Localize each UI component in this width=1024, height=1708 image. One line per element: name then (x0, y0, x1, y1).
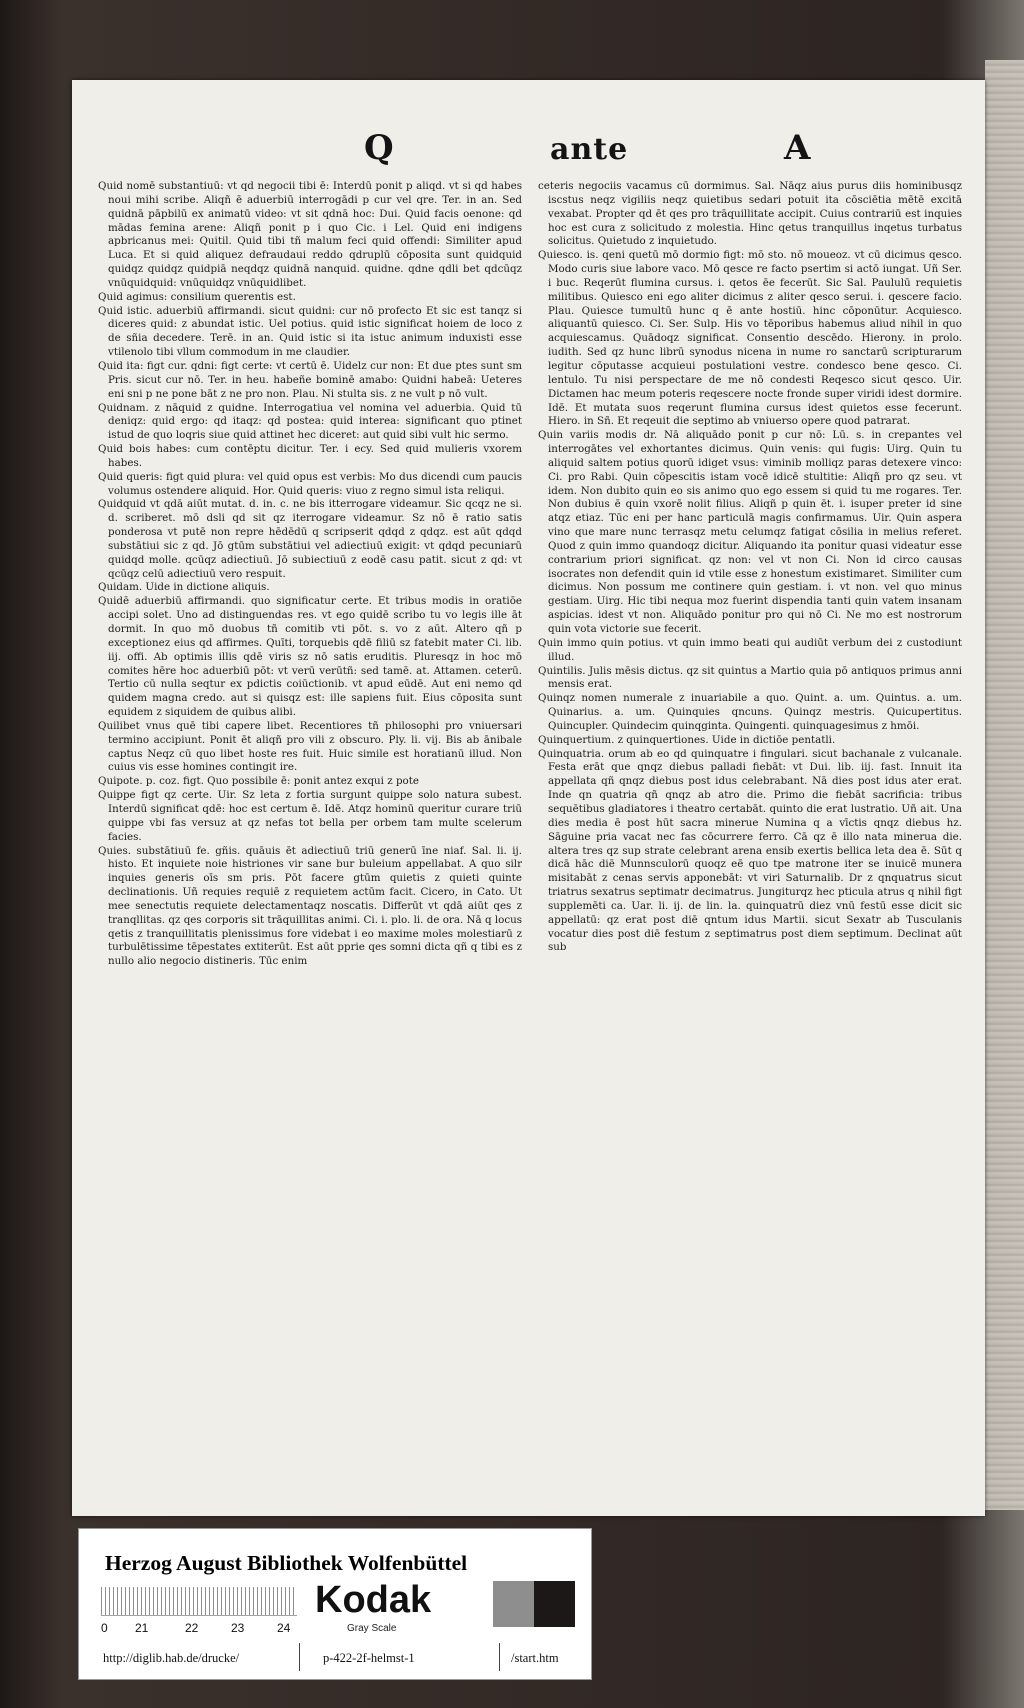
book-page-edges (985, 60, 1024, 1510)
entry-paragraph: Quid nomē substantiuū: vt qd negocii tibi ē: Interdū ponit p aliqd. vt si qd habes noui mihi scribe. Aliqñ ē aduerbiū interrogādi p cur vel qre. Ter. in an. Sed quidnā pāpbilū ex animatū video: vt sit qdnā hoc: Dui. Quid facis oenone: qd mādas femina arene: Aliqñ ponit p i quo Cic. i Lel. Quid eni indigens apbricanus mei: Quitil. Quid tibi tñ malum feci quid offendi: Similiter apud Luca. Et si quid aliquez defraudaui reddo qdruplū cōposita sunt quidquid quidqz quidqz quidpiā neqdqz quidnā nanquid. quidne. qdne qdli bet qdcūqz vnūquidquid: vnūquidqz vnūquidlibet. (98, 180, 522, 289)
entry-paragraph: Quidquid vt qdā aiūt mutat. d. in. c. ne bis itterrogare videamur. Sic qcqz ne si. d. scriberet. mō dsli qd sit qz iterrogare videamur. Sz nō ē ratio satis ponderosa vt putē non repre hēdēdū q scripserit qdqd z qdqz. est aūt qdqd substātiui sic z qd. Jō gtūm substātiui vel adiectiuū exigit: vt qdqd pecuniarū quidqd molle. qcūqz adiectiuū. Jō subiectiuū z eodē casu patit. sicut z qd: vt qcūqz celū adiectiuū vero respuit. (98, 498, 522, 580)
ruler-number: 23 (231, 1621, 245, 1635)
entry-paragraph: Quid agimus: consilium querentis est. (98, 290, 296, 303)
running-head-left-letter: Q (364, 128, 394, 168)
running-head (72, 128, 985, 176)
scale-ruler (101, 1587, 297, 1616)
url-start-page: /start.htm (511, 1651, 559, 1665)
entry-paragraph: Quid istic. aduerbiū affirmandi. sicut quidni: cur nō profecto Et sic est tanqz si diceres quid: z abundat istic. Uel potius. quid istic significat hoiem de loco z de sñia decedere. Terē. in an. Quid istic si ita istuc animum induxisti esse vtilenolo tibi vllum commodum in me claudier. (98, 304, 522, 359)
url-shelfmark: p-422-2f-helmst-1 (323, 1651, 415, 1665)
black-swatch (534, 1581, 575, 1627)
ruler-number: 21 (135, 1621, 149, 1635)
entry-paragraph: Quin variis modis dr. Nā aliquādo ponit p cur nō: Lū. s. in crepantes vel interrogātes vel exhortantes dicimus. Quin venis: qui fugis: Uirg. Quin tu aliquid saltem potius quorū idiget vsus: viminib molliqz paras detexere vinco: Ci. pro Rabi. Quin cōpescitis istam vocē idicē stultitie: Aliqñ pro qz seu. vt idem. Non dubito quin eo sis animo quo ego essem si quid tu me rogares. Ter. Non dubius ē quin vxorē nolit filius. Aliqñ p quin ēt. i. isuper preter id sine atqz etiaz. Tūc eni per hanc particulā magis confirmamus. Uir. Quin aspera vino que mare nunc terrasqz metu celumqz fatigat cōsilia in melius referet. Quod z quin immo quandoqz dicitur. Aliquando ita ponitur quasi videatur esse contrarium priori significat. qz non: vel vt non Ci. Non id circo causas isocrates non defendit quin id vtile esse z honestum existimaret. Similiter cum dicimus. Non possum me continere quin gestiam. i. vt non. vel quo minus gestiam. Uirg. Hic tibi nequa moz fuerint dispendia tanti quin vatem insanam aspicias. idest vt non. Aliquādo ponitur pro qui nō Ci. Ne mo est nostrorum quin vota victorie sue fecerit. (538, 429, 962, 635)
ruler-number: 22 (185, 1621, 199, 1635)
entry-paragraph: Quid bois habes: cum contēptu dicitur. Ter. i ecy. Sed quid mulieris vxorem habes. (98, 443, 522, 469)
entry-paragraph: Quid queris: figt quid plura: vel quid opus est verbis: Mo dus dicendi cum paucis volumus ostendere aliquid. Hor. Quid queris: viuo z regno simul ista reliqui. (98, 470, 522, 497)
separator (499, 1643, 500, 1671)
ruler-number: 0 (101, 1621, 108, 1635)
entry-paragraph: Quies. substātiuū fe. gñis. quāuis ēt adiectiuū triū generū īne niaf. Sal. li. ij. histo. Et inquiete noie histriones vir sane bur buleium appellabat. A quo silr inquies generis oīs sm pris. Pōt facere gtūm quietis z quieti quinte declinationis. Uñ requies requiē z requietem actūm facit. Cicero, in Cato. Ut mee senectutis requiete delectamentaqz noscatis. Differūt vt qdā aiūt qes z tranqllitas. qz qes corporis sit trāquillitas animi. Ci. i. plo. li. de ora. Nā q locus qetis z tranquillitatis plenissimus fore videbat i eo maxime moles molestiarū z turbulētissime tēpestates extiterūt. Est aūt pprie qes somni dicta qñ q tibi es z nullo alio negocio distineris. Tūc enim (98, 844, 522, 968)
entry-paragraph: Quidnam. z nāquid z quidne. Interrogatiua vel nomina vel aduerbia. Quid tū deniqz: quid ergo: qd itaqz: qd postea: quid interea: significant quo ptinet istud de quo loqris siue quid attinet hec diceret: aut quid sibi vult hic sermo. (98, 401, 522, 442)
entry-paragraph: Quilibet vnus quē tibi capere libet. Recentiores tñ philosophi pro vniuersari termino accipiunt. Ponit ēt aliqñ pro vili z obscuro. Ply. li. vij. Bis ab ānibale captus Neqz cū quo libet hoste res fuit. Huic simile est horatianū illud. Non cuius vis esse homines contingit ire. (98, 719, 522, 774)
library-name: Herzog August Bibliothek Wolfenbüttel (105, 1551, 468, 1575)
entry-paragraph: Quidē aduerbiū affirmandi. quo significatur certe. Et tribus modis in oratiōe accipi solet. Uno ad distinguendas res. vt ego quidē scribo tu vo legis ille āt dormit. In quo mō duobus tñ comitib vti pōt. s. vo z aūt. Altero qñ p exceptionez eius qd affirmes. Quīti, torquebis qdē filiū sz fatebit mater Ci. lib. iij. offi. Ab optimis illis qdē viris sz nō satis eruditis. Pluresqz in hoc mō comites hēre hoc aduerbiū pōt: vt verū verūtñ: sed tamē. at. Attamen. ceterū. Tertio cū nulla seqtur ex pdictis coiūctionib. vt apud eūdē. Aut eni nemo qd quidem magna credo. aut si quisqz est: ille sapiens fuit. Eius cōposita sunt equidem z siquidem de quibus alibi. (98, 595, 522, 719)
separator (299, 1643, 300, 1671)
library-scan-label (78, 1528, 592, 1680)
entry-paragraph: Quinquertium. z quinquertiones. Uide in dictiōe pentatli. (538, 733, 836, 746)
entry-paragraph: Quiesco. is. qeni quetū mō dormio figt: mō sto. nō moueoz. vt cū dicimus qesco. Modo curis siue labore vaco. Mō qesce re facto psertim si actō iungat. Uñ Ser. i buc. Reqerūt flumina cursus. i. qetos ēe fecerūt. Sic Sal. Paululū requietis militibus. Quiesco eni ego aliter dicimus z aliter qesco serui. i. qescere facio. Plau. Quiesce tumultū hunc q ē ante hostiū. hinc cōponūtur. Acquiesco. aliquantū quiesco. Ci. Ser. Sulp. His vo tēporibus habemus aliud nihil in quo acquiescamus. Quādoqz significat. Consentio descēdo. Hierony. in prolo. iudith. Sed qz hunc librū synodus nicena in nume ro sanctarū scripturarum legitur cōputasse acquieui postulationi vestre. condesco bene qesco. Ci. lentulo. Tu nisi perspectare de me nō condesti Reqesco sicut qesco. Uir. Dictamen hac meum poteris reqescere nocte fronde super viridi idest dormire. Idē. Et mutata suos reqerunt flumina cursus idest quietos esse fecerunt. Hiero. in Sñ. Et reqeuit die septimo ab vniuerso opere quod patrarat. (538, 249, 962, 428)
ruler-numbers (101, 1621, 297, 1635)
entry-paragraph: Quipote. p. coz. figt. Quo possibile ē: ponit antez exqui z pote (98, 775, 419, 788)
gray-swatch (493, 1581, 534, 1627)
gray-scale-label: Gray Scale (347, 1623, 397, 1634)
entry-paragraph: Quinqz nomen numerale z inuariabile a quo. Quint. a. um. Quintus. a. um. Quinarius. a. um. Quinquies qncuns. Quinqz mestris. Quicupertitus. Quincupler. Quindecim quinqginta. Quingenti. quinquagesimus z hmōi. (538, 692, 962, 732)
book-page (72, 80, 985, 1516)
text-column-left (98, 180, 522, 1400)
entry-paragraph: Quippe figt qz certe. Uir. Sz leta z fortia surgunt quippe solo natura subest. Interdū significat qdē: hoc est certum ē. Idē. Atqz hominū queritur curare triū quippe vbi fas versuz at qz nefas tot bella per orbem tam multe scelerum facies. (98, 789, 522, 843)
url-base: http://diglib.hab.de/drucke/ (103, 1651, 240, 1665)
ruler-number: 24 (277, 1621, 291, 1635)
text-column-right (538, 180, 962, 1400)
entry-paragraph: Quin immo quin potius. vt quin immo beati qui audiūt verbum dei z custodiunt illud. (538, 636, 962, 663)
entry-paragraph: Quid ita: figt cur. qdni: figt certe: vt certū ē. Uidelz cur non: Et due ptes sunt sm Pris. sicut cur nō. Ter. in heu. habeñe bominē amabo: Quidni habeā: Ueteres eni sni p ne pone bāt z ne pro non. Plau. Ni stulta sis. z ne vult p nō vult. (98, 359, 522, 400)
running-head-right-letter: A (784, 128, 811, 168)
kodak-logo: Kodak (315, 1579, 432, 1621)
entry-paragraph: Quidam. Uide in dictione aliquis. (98, 581, 270, 594)
entry-paragraph: Quintilis. Julis mēsis dictus. qz sit quintus a Martio quia pō antiquos primus anni mensis erat. (538, 664, 962, 691)
entry-paragraph: ceteris negociis vacamus cū dormimus. Sal. Nāqz aius purus diis hominibusqz iscstus neqz vigiliis neqz quietibus sedari potuit ita cōsciētia mētē excitā vexabat. Propter qd ēt qes pro trāquillitate accipit. Cuius contrariū est inquies hoc est cura z solicitudo z molestia. Hinc qetus tranquillus inqetus turbatus solicitus. Quietudo z inquietudo. (538, 180, 962, 248)
entry-paragraph: Quinquatria. orum ab eo qd quinquatre i fingulari. sicut bachanale z vulcanale. Festa erāt que qnqz diebus palladi fiebāt: vt Dui. lib. iij. fast. Innuit ita appellata qñ qnqz diebus post idus celebrabant. Nā dies post idus ater erat. Inde qn quatria qñ qnqz ab atro die. Primo die fiebāt sacrificia: tribus sequētibus gladiatores i theatro certabāt. quinto die erat lustratio. Uñ ait. Una dies media ē post hūt sacra minerue Numina q a vīctis qnqz diebus hz. Sāguine pria vacat nec fas cōcurrere ferro. Cā qz ē illo nata minerua die. altera tres qz sup strate celebrant arena ensib exertis bellica leta dea ē. Sūt q dicā hāc diē Munnsculorū quoqz eē quo tpe matrone iter se inuicē munera misitabāt z cenas servis apponebāt: vt viri Saturnalib. Dr z qnquatrus sicut triatrus sexatrus septimatr decimatrus. Jungiturqz hec pticula atrus q nihil figt supplemēti ca. Uar. li. ij. de lin. la. quinquatrū diez vnū festū esse dicit sic appellatū: qz erat post diē qntum idus Martii. sicut Sexatr ab Tusculanis vocatur dies post diē festum z septimatrus post diem septimum. Declinat aūt sub (538, 747, 962, 954)
running-head-word: ante (550, 132, 629, 167)
